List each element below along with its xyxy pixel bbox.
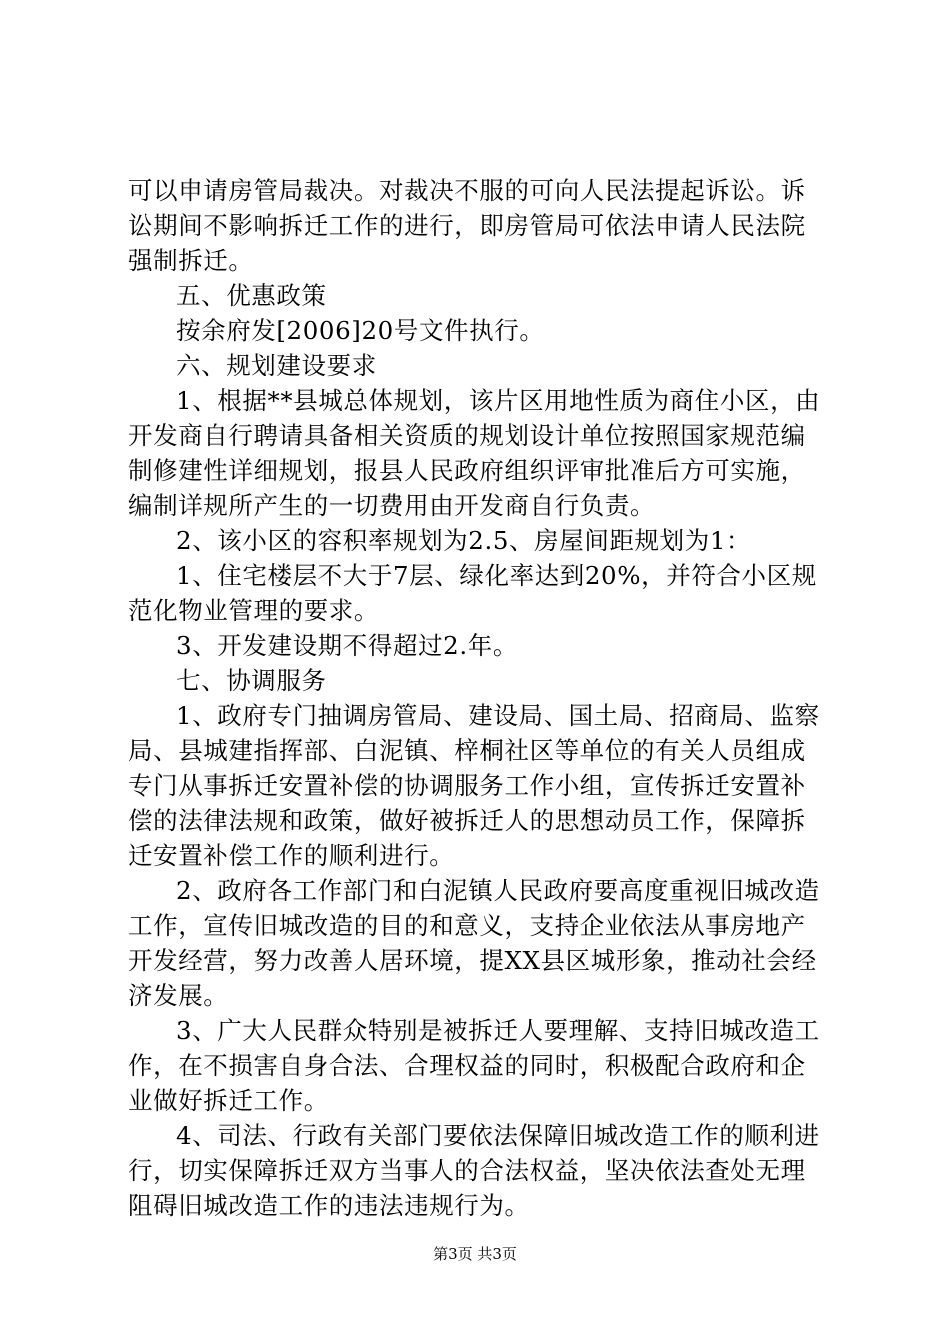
text-line: 1、住宅楼层不大于7层、绿化率达到20%，并符合小区规	[176, 561, 817, 590]
text-line: 迁安置补偿工作的顺利进行。	[128, 841, 455, 870]
text-line: 讼期间不影响拆迁工作的进行，即房管局可依法申请人民法院	[128, 211, 806, 240]
text-line: 工作，宣传旧城改造的目的和意义，支持企业依法从事房地产	[128, 911, 806, 940]
text-line: 开发经营，努力改善人居环境，提XX县区城形象，推动社会经	[128, 946, 817, 975]
text-line: 济发展。	[128, 981, 229, 1010]
text-line: 范化物业管理的要求。	[128, 596, 379, 625]
text-line: 1、政府专门抽调房管局、建设局、国土局、招商局、监察	[176, 701, 820, 730]
text-line: 业做好拆迁工作。	[128, 1086, 329, 1115]
text-line: 2、政府各工作部门和白泥镇人民政府要高度重视旧城改造	[176, 876, 820, 905]
text-line: 阻碍旧城改造工作的违法违规行为。	[128, 1191, 530, 1220]
document-body	[128, 173, 832, 1223]
text-line: 可以申请房管局裁决。对裁决不服的可向人民法提起诉讼。诉	[128, 176, 806, 205]
text-line: 局、县城建指挥部、白泥镇、梓桐社区等单位的有关人员组成	[128, 736, 806, 765]
text-line: 3、广大人民群众特别是被拆迁人要理解、支持旧城改造工	[176, 1016, 820, 1045]
text-line: 开发商自行聘请具备相关资质的规划设计单位按照国家规范编	[128, 421, 806, 450]
text-line: 偿的法律法规和政策，做好被拆迁人的思想动员工作，保障拆	[128, 806, 806, 835]
text-line: 制修建性详细规划，报县人民政府组织评审批准后方可实施，	[128, 456, 806, 485]
text-line: 七、协调服务	[176, 666, 327, 695]
page-footer: 第3页 共3页	[433, 1245, 517, 1263]
text-line: 1、根据**县城总体规划，该片区用地性质为商住小区，由	[176, 386, 821, 415]
text-line: 强制拆迁。	[128, 246, 254, 275]
text-line: 3、开发建设期不得超过2.年。	[176, 631, 518, 660]
text-line: 按余府发[2006]20号文件执行。	[176, 316, 545, 345]
text-line: 五、优惠政策	[176, 281, 327, 310]
text-line: 专门从事拆迁安置补偿的协调服务工作小组，宣传拆迁安置补	[128, 771, 806, 800]
text-line: 2、该小区的容积率规划为2.5、房屋间距规划为1：	[176, 526, 752, 555]
text-line: 作，在不损害自身合法、合理权益的同时，积极配合政府和企	[128, 1051, 806, 1080]
text-line: 六、规划建设要求	[176, 351, 377, 380]
text-line: 编制详规所产生的一切费用由开发商自行负责。	[128, 491, 656, 520]
text-line: 4、司法、行政有关部门要依法保障旧城改造工作的顺利进	[176, 1121, 820, 1150]
text-line: 行，切实保障拆迁双方当事人的合法权益，坚决依法查处无理	[128, 1156, 806, 1185]
